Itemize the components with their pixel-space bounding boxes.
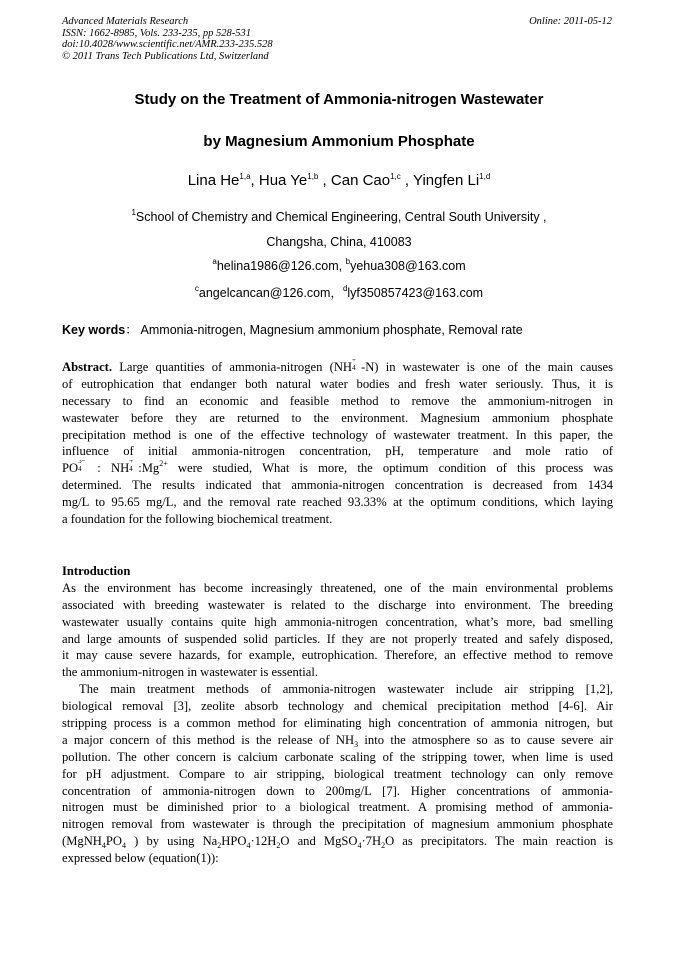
author-name: Hua Ye [258, 172, 308, 189]
body-line: and large amounts of suspended solid particles. If they are not properly treated and safely disposed, [62, 631, 613, 646]
author-name: Can Cao [330, 172, 391, 189]
body-line: it may cause severe hazards, for example, eutrophication. Therefore, an effective method to remove [62, 648, 613, 663]
keywords: Key words： Ammonia-nitrogen, Magnesium ammonium phosphate, Removal rate [62, 323, 523, 337]
abstract-line: mg/L to 95.65 mg/L, and the removal rate reached 93.33% at the optimum conditions, which laying [62, 495, 613, 510]
body-line: stripping process is a common method for eliminating high concentration of ammonia nitrogen, but [62, 716, 613, 731]
author-list: Lina He$^{1,a}$, Hua Ye$^{1,b}$ , Can Cao$^{1,c}$ , Yingfen Li$^{1,d}$ [187, 172, 491, 189]
body-line: for pH adjustment. Compare to air stripping, biological treatment technology can only remove [62, 766, 613, 781]
email-a: helina1986@126.com, [216, 259, 343, 273]
author-name: Lina He [187, 172, 240, 189]
author-affil: 1,c [390, 172, 401, 181]
abstract-label: Abstract. [62, 360, 113, 374]
section-heading: Introduction [62, 564, 131, 578]
keywords-label: Key words [62, 323, 126, 337]
abstract-line: influence of initial ammonia-nitrogen concentration, pH, temperature and mole ratio of [62, 444, 613, 459]
body-line: the ammonium-nitrogen in wastewater is essential. [62, 665, 319, 680]
copyright: © 2011 Trans Tech Publications Ltd, Switzerland [62, 50, 269, 62]
abstract-line: precipitation method is one of the effective technology of wastewater treatment. In this paper, the [62, 427, 613, 442]
email-c: angelcancan@126.com， [198, 286, 343, 300]
abstract-line: determined. The results indicated that ammonia-nitrogen concentration is decreased from 1434 [62, 478, 613, 493]
body-line: ($MgNH_4PO_4$ ) by using $Na_2HPO_4\cdot 12H_2O$ and $MgSO_4\cdot 7H_2O$ as precipitators. The main reaction is [62, 834, 613, 851]
issn: ISSN: 1662-8985, Vols. 233-235, pp 528-531 [62, 27, 251, 39]
paper-title-line1: Study on the Treatment of Ammonia-nitrogen Wastewater [134, 91, 544, 108]
abstract-line: a foundation for the following biochemical treatment. [62, 512, 333, 527]
body-line: expressed below (equation(1)): [62, 851, 219, 866]
author-affil: 1,a [239, 172, 251, 181]
author-affil: 1,d [479, 172, 491, 181]
doi: doi:10.4028/www.scientific.net/AMR.233-235.528 [62, 39, 273, 50]
body-line: nitrogen must be diminished prior to a biological treatment. A promising method of ammonia- [62, 800, 613, 815]
abstract-line: wastewater before they are returned to the environment. Magnesium ammonium phosphate [62, 410, 613, 425]
paper-title-line2: by Magnesium Ammonium Phosphate [203, 133, 475, 150]
body-line: associated with breeding wastewater is related to the discharge into environment. The breeding [62, 597, 613, 612]
journal-header [62, 16, 273, 62]
email-line2: $^c$angelcancan@126.com，$^d$lyf350857423@163.com [194, 284, 484, 300]
abstract-line: necessary to find an economic and feasible method to remove the ammonium-nitrogen in [62, 393, 613, 408]
body-line: nitrogen removal from wastewater is through the precipitation of magnesium ammonium phosphate [62, 817, 613, 832]
journal-name: Advanced Materials Research [62, 16, 189, 27]
keywords-text: Ammonia-nitrogen, Magnesium ammonium phosphate, Removal rate [140, 323, 523, 337]
affiliation-line2: Changsha, China, 410083 [266, 235, 412, 249]
introduction [62, 563, 613, 867]
affiliation-line1: $^1$School of Chemistry and Chemical Engineering, Central South University , [131, 208, 547, 224]
email-b: yehua308@163.com [350, 259, 466, 273]
author-affil: 1,b [307, 172, 319, 181]
body-line: As the environment has become increasingly threatened, one of the main environmental problems [62, 580, 613, 595]
abstract-line: PO 3− 4 : NH + 4 $:Mg^{2+}$ were studied, What is more, the optimum condition of this process was [62, 460, 613, 476]
body-line: biological removal [3], zeolite absorb technology and chemical precipitation method [4-6]. Air [62, 699, 613, 714]
email-d: lyf350857423@163.com [347, 286, 484, 300]
email-line1: $^a$helina1986@126.com, $^b$yehua308@163.com [212, 257, 466, 273]
body-line: The main treatment methods of ammonia-nitrogen wastewater include air stripping [1,2], [79, 682, 613, 697]
body-line: concentration of ammonia-nitrogen down to 200mg/L [7]. Higher concentrations of ammonia- [62, 783, 613, 798]
body-line: a major concern of this method is the release of $NH_3$ into the atmosphere so as to cause severe air [62, 732, 613, 749]
online-date: Online: 2011-05-12 [529, 16, 612, 27]
body-line: wastewater usually contains quite high ammonia-nitrogen concentration, what’s more, bad smelling [62, 614, 613, 629]
body-line: pollution. The other concern is calcium carbonate scaling of the stripping tower, when lime is used [62, 749, 613, 764]
abstract-line: Abstract. Large quantities of ammonia-nitrogen (NH + 4 -N) in wastewater is one of the main causes [62, 359, 613, 374]
abstract-line: of eutrophication that endanger both natural water bodies and fresh water seriously. Thus, it is [62, 376, 613, 391]
author-name: Yingfen Li [413, 172, 480, 189]
abstract [62, 359, 613, 528]
